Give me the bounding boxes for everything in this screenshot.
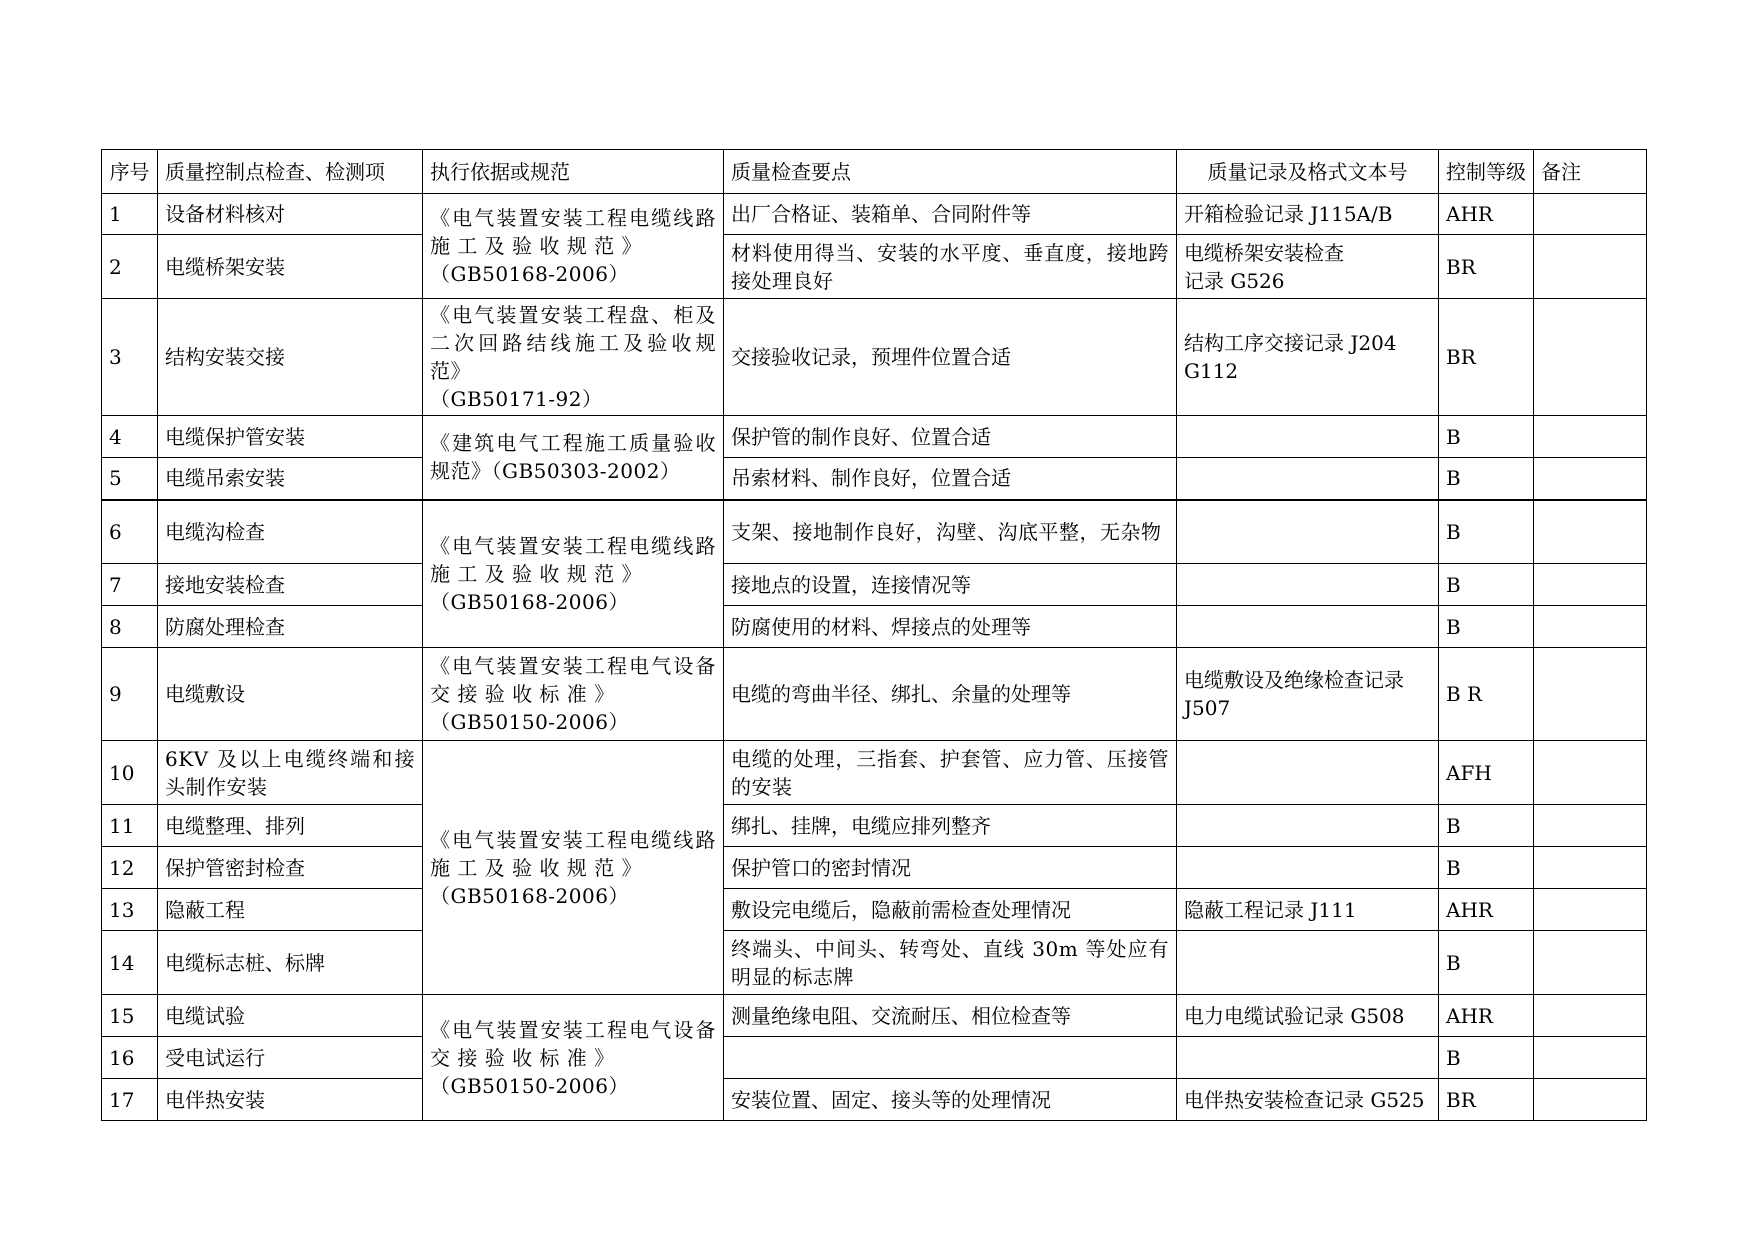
row-item: 保护管密封检查	[158, 847, 423, 889]
row-points: 电缆的弯曲半径、绑扎、余量的处理等	[724, 648, 1177, 741]
row-record	[1177, 606, 1439, 648]
table-row	[102, 235, 1647, 299]
row-no: 15	[102, 995, 158, 1037]
row-no: 7	[102, 564, 158, 606]
row-no: 11	[102, 805, 158, 847]
row-points: 防腐使用的材料、焊接点的处理等	[724, 606, 1177, 648]
row-remark	[1534, 1037, 1647, 1079]
row-remark	[1534, 564, 1647, 606]
row-remark	[1534, 741, 1647, 805]
row-item: 结构安装交接	[158, 299, 423, 416]
row-no: 8	[102, 606, 158, 648]
row-no: 9	[102, 648, 158, 741]
row-record: 电伴热安装检查记录 G525	[1177, 1079, 1439, 1121]
row-remark	[1534, 931, 1647, 995]
row-level: AHR	[1439, 194, 1534, 235]
header-basis: 执行依据或规范	[423, 150, 724, 194]
table-row	[102, 416, 1647, 458]
header-item: 质量控制点检查、检测项	[158, 150, 423, 194]
row-level: B	[1439, 564, 1534, 606]
row-remark	[1534, 458, 1647, 500]
row-remark	[1534, 606, 1647, 648]
row-record	[1177, 458, 1439, 500]
row-level: BR	[1439, 299, 1534, 416]
table-row	[102, 458, 1647, 500]
row-item: 设备材料核对	[158, 194, 423, 235]
table-row	[102, 564, 1647, 606]
header-level: 控制等级	[1439, 150, 1534, 194]
table-row	[102, 1037, 1647, 1079]
row-points: 安装位置、固定、接头等的处理情况	[724, 1079, 1177, 1121]
row-basis: 《电气装置安装工程电缆线路施 工 及 验 收 规 范 》 （GB50168-2006）	[423, 741, 724, 995]
row-basis: 《电气装置安装工程电缆线路施 工 及 验 收 规 范 》 （GB50168-2006）	[423, 194, 724, 299]
row-level: B	[1439, 931, 1534, 995]
row-remark	[1534, 299, 1647, 416]
table-row	[102, 931, 1647, 995]
row-remark	[1534, 889, 1647, 931]
row-no: 14	[102, 931, 158, 995]
row-no: 17	[102, 1079, 158, 1121]
table-row	[102, 606, 1647, 648]
header-points: 质量检查要点	[724, 150, 1177, 194]
row-points: 吊索材料、制作良好，位置合适	[724, 458, 1177, 500]
row-no: 1	[102, 194, 158, 235]
row-level: BR	[1439, 1079, 1534, 1121]
header-record: 质量记录及格式文本号	[1177, 150, 1439, 194]
row-record	[1177, 805, 1439, 847]
table-row	[102, 847, 1647, 889]
row-basis: 《建筑电气工程施工质量验收规范》（GB50303-2002）	[423, 416, 724, 500]
row-record: 开箱检验记录 J115A/B	[1177, 194, 1439, 235]
row-points: 交接验收记录，预埋件位置合适	[724, 299, 1177, 416]
row-level: B	[1439, 458, 1534, 500]
row-remark	[1534, 847, 1647, 889]
header-no: 序号	[102, 150, 158, 194]
row-basis: 《电气装置安装工程电气设备交 接 验 收 标 准 》 （GB50150-2006）	[423, 995, 724, 1121]
row-points: 绑扎、挂牌，电缆应排列整齐	[724, 805, 1177, 847]
row-record	[1177, 416, 1439, 458]
row-item: 电缆沟检查	[158, 500, 423, 564]
row-points: 支架、接地制作良好，沟壁、沟底平整，无杂物	[724, 500, 1177, 564]
table-header-row	[102, 150, 1647, 194]
row-item: 电伴热安装	[158, 1079, 423, 1121]
row-points	[724, 1037, 1177, 1079]
row-record: 结构工序交接记录 J204 G112	[1177, 299, 1439, 416]
row-no: 13	[102, 889, 158, 931]
row-remark	[1534, 500, 1647, 564]
row-points: 测量绝缘电阻、交流耐压、相位检查等	[724, 995, 1177, 1037]
row-level: B	[1439, 416, 1534, 458]
row-basis: 《电气装置安装工程电气设备交 接 验 收 标 准 》 （GB50150-2006）	[423, 648, 724, 741]
table-row	[102, 805, 1647, 847]
table-row	[102, 299, 1647, 416]
row-level: AFH	[1439, 741, 1534, 805]
row-level: B	[1439, 1037, 1534, 1079]
row-points: 材料使用得当、安装的水平度、垂直度，接地跨接处理良好	[724, 235, 1177, 299]
row-level: B	[1439, 500, 1534, 564]
row-no: 4	[102, 416, 158, 458]
row-record	[1177, 500, 1439, 564]
row-no: 12	[102, 847, 158, 889]
row-item: 受电试运行	[158, 1037, 423, 1079]
row-item: 接地安装检查	[158, 564, 423, 606]
table-row	[102, 889, 1647, 931]
row-remark	[1534, 416, 1647, 458]
row-record: 电缆敷设及绝缘检查记录 J507	[1177, 648, 1439, 741]
row-no: 6	[102, 500, 158, 564]
row-points: 出厂合格证、装箱单、合同附件等	[724, 194, 1177, 235]
row-basis: 《电气装置安装工程电缆线路施 工 及 验 收 规 范 》 （GB50168-2006）	[423, 500, 724, 648]
row-item: 电缆桥架安装	[158, 235, 423, 299]
row-basis: 《电气装置安装工程盘、柜及二次回路结线施工及验收规范》 （GB50171-92）	[423, 299, 724, 416]
row-item: 6KV 及以上电缆终端和接头制作安装	[158, 741, 423, 805]
table-row	[102, 194, 1647, 235]
row-no: 5	[102, 458, 158, 500]
row-record	[1177, 1037, 1439, 1079]
row-remark	[1534, 805, 1647, 847]
row-item: 电缆整理、排列	[158, 805, 423, 847]
quality-control-table	[101, 149, 1647, 1121]
row-record	[1177, 847, 1439, 889]
row-no: 2	[102, 235, 158, 299]
row-points: 保护管的制作良好、位置合适	[724, 416, 1177, 458]
row-record: 隐蔽工程记录 J111	[1177, 889, 1439, 931]
row-no: 10	[102, 741, 158, 805]
row-item: 防腐处理检查	[158, 606, 423, 648]
row-points: 终端头、中间头、转弯处、直线 30m 等处应有明显的标志牌	[724, 931, 1177, 995]
row-item: 电缆敷设	[158, 648, 423, 741]
row-record: 电缆桥架安装检查 记录 G526	[1177, 235, 1439, 299]
row-level: BR	[1439, 235, 1534, 299]
row-remark	[1534, 194, 1647, 235]
row-record	[1177, 931, 1439, 995]
row-level: B	[1439, 847, 1534, 889]
row-item: 电缆保护管安装	[158, 416, 423, 458]
row-level: B R	[1439, 648, 1534, 741]
row-remark	[1534, 235, 1647, 299]
row-points: 接地点的设置，连接情况等	[724, 564, 1177, 606]
row-item: 隐蔽工程	[158, 889, 423, 931]
row-remark	[1534, 1079, 1647, 1121]
table-row	[102, 1079, 1647, 1121]
row-item: 电缆标志桩、标牌	[158, 931, 423, 995]
row-remark	[1534, 995, 1647, 1037]
row-points: 电缆的处理，三指套、护套管、应力管、压接管的安装	[724, 741, 1177, 805]
row-record: 电力电缆试验记录 G508	[1177, 995, 1439, 1037]
row-item: 电缆吊索安装	[158, 458, 423, 500]
table-row	[102, 648, 1647, 741]
row-level: AHR	[1439, 889, 1534, 931]
table-row	[102, 741, 1647, 805]
row-remark	[1534, 648, 1647, 741]
table-row	[102, 995, 1647, 1037]
row-item: 电缆试验	[158, 995, 423, 1037]
row-level: AHR	[1439, 995, 1534, 1037]
header-remark: 备注	[1534, 150, 1647, 194]
row-level: B	[1439, 805, 1534, 847]
row-points: 保护管口的密封情况	[724, 847, 1177, 889]
row-points: 敷设完电缆后，隐蔽前需检查处理情况	[724, 889, 1177, 931]
row-record	[1177, 741, 1439, 805]
row-record	[1177, 564, 1439, 606]
row-level: B	[1439, 606, 1534, 648]
table-row	[102, 500, 1647, 564]
row-no: 16	[102, 1037, 158, 1079]
row-no: 3	[102, 299, 158, 416]
